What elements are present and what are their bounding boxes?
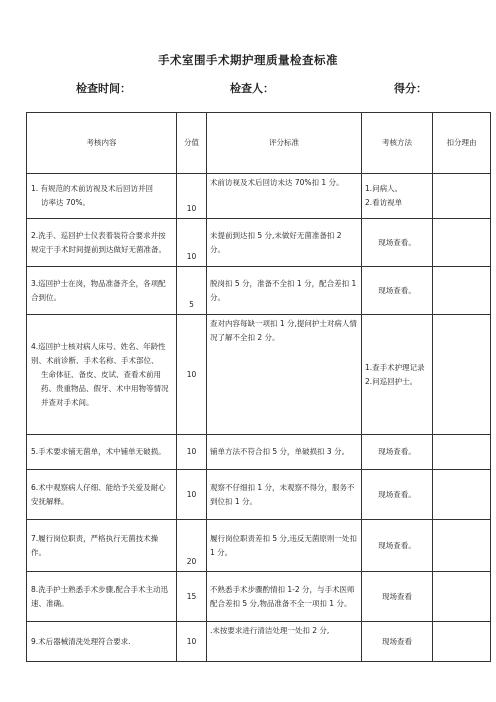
row-method: 现场查看。 [362,520,433,572]
row-standard: 铺单方法不符合扣 5 分，单破损扣 3 分。 [207,435,362,470]
header-score: 分值 [177,113,207,174]
row-reason[interactable] [433,315,491,435]
row-content: 5.手术要求铺无菌单，术中铺单无破损。 [27,435,177,470]
row-reason[interactable] [433,267,491,315]
row-standard: 术前访视及术后回访未达 70%扣 1 分。 [207,174,362,219]
page-title: 手术室围手术期护理质量检查标准 [158,53,338,67]
row-method: 现场查看。 [362,267,433,315]
row-standard: 不熟悉手术步骤酌情扣 1-2 分，与手术医师配合差扣 5 分,物品准备不全一项扣 1 分。 [207,572,362,622]
row-score: 10 [177,315,207,435]
row-reason[interactable] [433,470,491,520]
method-line: 1.查手术护理记录 [365,362,425,372]
inspector-label: 检查人： [230,82,274,95]
content-line: 访率达 70%。 [41,198,91,207]
check-time-label: 检查时间： [76,82,131,95]
header-method: 考核方法 [362,113,433,174]
row-content: 9.术后器械清洗处理符合要求. [27,622,177,662]
table-row [27,572,491,622]
row-score: 15 [177,572,207,622]
header-content: 考核内容 [27,113,177,174]
row-content [27,315,177,435]
table-row [27,315,491,435]
row-content: 6.术中观察病人仔细、能给予关爱及耐心安抚解释。 [27,470,177,520]
row-content: 2.洗手、巡回护士仪表着装符合要求并按规定于手术时间提前到达做好无菌准备。 [27,219,177,267]
content-line: 1. 有规范的术前访视及术后回访并回 [31,184,154,193]
row-score: 5 [177,267,207,315]
row-reason[interactable] [433,219,491,267]
row-score: 10 [177,622,207,662]
row-score: 20 [177,520,207,572]
row-reason[interactable] [433,174,491,219]
header-reason: 扣分理由 [433,113,491,174]
row-reason[interactable] [433,435,491,470]
row-reason[interactable] [433,572,491,622]
row-standard: 未提前到达扣 5 分,未做好无菌准备扣 2 分。 [207,219,362,267]
row-score: 10 [177,435,207,470]
row-content [27,174,177,219]
table-row [27,267,491,315]
row-reason[interactable] [433,622,491,662]
content-line: 4.巡回护士核对病人床号、姓名、年龄性别、术前诊断、手术名称、手术部位、 [31,341,166,365]
row-reason[interactable] [433,520,491,572]
table-row [27,622,491,662]
table-row [27,219,491,267]
table-row [27,435,491,470]
score-label: 得分： [394,82,427,95]
row-score: 10 [177,219,207,267]
table-row [27,174,491,219]
method-line: 2.看访视单 [365,198,403,207]
row-method: 现场查看 [362,572,433,622]
row-method: 现场查看。 [362,219,433,267]
standards-table [26,112,491,662]
row-score: 10 [177,174,207,219]
row-content: 7.履行岗位职责，严格执行无菌技术操作。 [27,520,177,572]
row-method: 现场查看 [362,622,433,662]
method-line: 2.问巡回护士。 [365,376,418,386]
row-method [362,315,433,435]
content-line: 生命体征、备皮、皮试、查看术前用药、贵重物品、假牙、术中用物等情况并查对手术间。 [41,369,169,407]
row-standard: 观察不仔细扣 1 分，未观察不得分，服务不到位扣 1 分。 [207,470,362,520]
row-content: 3.巡回护士在岗，物品准备齐全，各项配合到位。 [27,267,177,315]
row-standard: 履行岗位职责差扣 5 分,违反无菌原则一处扣 1 分。 [207,520,362,572]
row-standard: 查对内容每缺一项扣 1 分,提问护士对病人情况了解不全扣 2 分。 [207,315,362,435]
header-standard: 评分标准 [207,113,362,174]
table-row [27,520,491,572]
row-standard: 脱岗扣 5 分，准备不全扣 1 分，配合差扣 1 分。 [207,267,362,315]
row-score: 10 [177,470,207,520]
row-method [362,174,433,219]
table-header-row [27,113,491,174]
row-content: 8.洗手护士熟悉手术步骤,配合手术主动迅速、准确。 [27,572,177,622]
table-row [27,470,491,520]
row-standard: .未按要求进行清洁处理一处扣 2 分, [207,622,362,662]
row-method: 现场查看。 [362,435,433,470]
row-method: 现场查看。 [362,470,433,520]
method-line: 1.问病人。 [365,184,403,193]
